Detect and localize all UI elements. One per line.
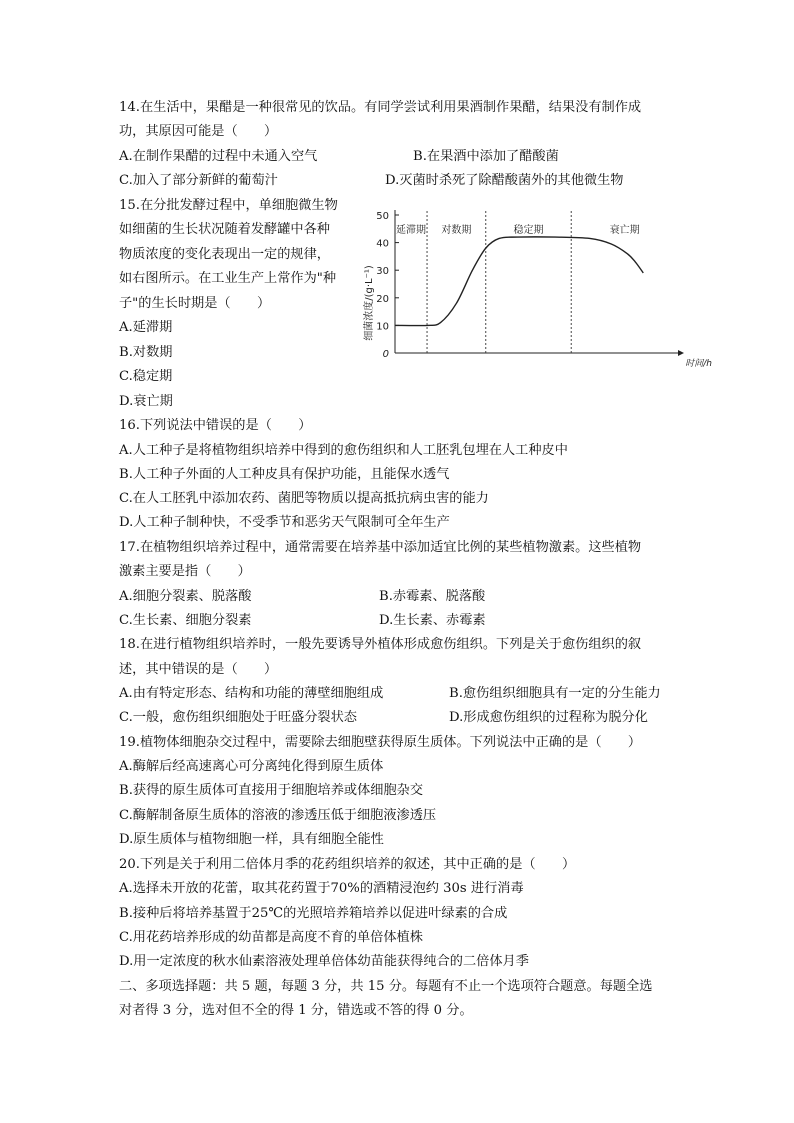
q14-stem-line1: 14.在生活中，果醋是一种很常见的饮品。有同学尝试利用果酒制作果醋，结果没有制作成 — [119, 100, 642, 115]
q16-option-d: D.人工种子制种快，不受季节和恶劣天气限制可全年生产 — [119, 515, 450, 530]
y-tick-label: 50 — [376, 211, 389, 222]
growth-curve-line — [395, 237, 643, 326]
q17-stem-line1: 17.在植物组织培养过程中，通常需要在培养基中添加适宜比例的某些植物激素。这些植物 — [119, 540, 642, 555]
q18-option-b: B.愈伤组织细胞具有一定的分生能力 — [449, 686, 661, 701]
q15-stem-line4: 如右图所示。在工业生产上常作为"种 — [119, 271, 337, 286]
q17-option-a: A.细胞分裂素、脱落酸 — [119, 589, 252, 604]
q20-option-c: C.用花药培养形成的幼苗都是高度不育的单倍体植株 — [119, 930, 423, 945]
q20-option-b: B.接种后将培养基置于25℃的光照培养箱培养以促进叶绿素的合成 — [119, 906, 508, 921]
q15-option-b: B.对数期 — [119, 345, 173, 360]
q16-option-b: B.人工种子外面的人工种皮具有保护功能，且能保水透气 — [119, 467, 450, 482]
q18-option-c: C.一般，愈伤组织细胞处于旺盛分裂状态 — [119, 710, 357, 725]
q15-option-a: A.延滞期 — [119, 320, 173, 335]
q19-option-a: A.酶解后经高速离心可分离纯化得到原生质体 — [119, 759, 384, 774]
q18-stem-line2: 述，其中错误的是（ ） — [119, 662, 278, 677]
x-axis-label: 时间/h — [685, 359, 712, 369]
q17-option-c: C.生长素、细胞分裂素 — [119, 613, 252, 628]
growth-curve-chart — [360, 205, 712, 373]
q14-option-b: B.在果酒中添加了醋酸菌 — [413, 149, 559, 164]
q14-option-d: D.灭菌时杀死了除醋酸菌外的其他微生物 — [385, 173, 624, 188]
q19-option-b: B.获得的原生质体可直接用于细胞培养或体细胞杂交 — [119, 783, 424, 798]
y-tick-label: 10 — [376, 321, 389, 333]
q15-option-d: D.衰亡期 — [119, 394, 173, 409]
q15-stem-line3: 物质浓度的变化表现出一定的规律， — [119, 247, 330, 262]
phase-label: 延滞期 — [396, 225, 427, 236]
q14-stem-line2: 功，其原因可能是（ ） — [119, 124, 278, 139]
y-tick-label: 0 — [382, 349, 389, 360]
x-axis-arrow — [678, 350, 684, 356]
q14-option-c: C.加入了部分新鲜的葡萄汁 — [119, 173, 278, 188]
q18-option-d: D.形成愈伤组织的过程称为脱分化 — [449, 710, 648, 725]
q15-stem-line5: 子"的生长时期是（ ） — [119, 296, 271, 311]
y-tick-label: 30 — [376, 266, 389, 278]
q15-option-c: C.稳定期 — [119, 369, 173, 384]
q17-option-d: D.生长素、赤霉素 — [379, 613, 486, 628]
section2-instructions-line2: 对者得 3 分，选对但不全的得 1 分，错选或不答的得 0 分。 — [119, 1003, 473, 1018]
q16-option-a: A.人工种子是将植物组织培养中得到的愈伤组织和人工胚乳包埋在人工种皮中 — [119, 443, 568, 458]
phase-label: 衰亡期 — [609, 225, 640, 236]
q15-stem-line2: 如细菌的生长状况随着发酵罐中各种 — [119, 222, 330, 237]
y-axis-label: 细菌浓度/(g·L⁻¹) — [364, 265, 375, 341]
q19-stem: 19.植物体细胞杂交过程中，需要除去细胞壁获得原生质体。下列说法中正确的是（ ） — [119, 735, 642, 750]
q14-option-a: A.在制作果醋的过程中未通入空气 — [119, 149, 318, 164]
q17-stem-line2: 激素主要是指（ ） — [119, 564, 251, 579]
phase-label: 对数期 — [441, 225, 472, 236]
q20-stem: 20.下列是关于利用二倍体月季的花药组织培养的叙述，其中正确的是（ ） — [119, 857, 576, 872]
y-tick-label: 20 — [376, 293, 389, 305]
q17-option-b: B.赤霉素、脱落酸 — [379, 589, 486, 604]
q16-option-c: C.在人工胚乳中添加农药、菌肥等物质以提高抵抗病虫害的能力 — [119, 491, 489, 506]
q18-stem-line1: 18.在进行植物组织培养时，一般先要诱导外植体形成愈伤组织。下列是关于愈伤组织的叙 — [119, 637, 642, 652]
q16-stem: 16.下列说法中错误的是（ ） — [119, 418, 312, 433]
q15-stem-line1: 15.在分批发酵过程中，单细胞微生物 — [119, 198, 338, 213]
q20-option-d: D.用一定浓度的秋水仙素溶液处理单倍体幼苗能获得纯合的二倍体月季 — [119, 954, 529, 969]
q19-option-d: D.原生质体与植物细胞一样，具有细胞全能性 — [119, 832, 384, 847]
y-tick-label: 40 — [376, 238, 389, 250]
q19-option-c: C.酶解制备原生质体的溶液的渗透压低于细胞液渗透压 — [119, 808, 437, 823]
phase-label: 稳定期 — [513, 225, 544, 236]
q18-option-a: A.由有特定形态、结构和功能的薄壁细胞组成 — [119, 686, 384, 701]
q20-option-a: A.选择未开放的花蕾，取其花药置于70%的酒精浸泡约 30s 进行消毒 — [119, 881, 524, 896]
section2-instructions-line1: 二、多项选择题：共 5 题，每题 3 分，共 15 分。每题有不止一个选项符合题意。每题全选 — [119, 979, 653, 994]
